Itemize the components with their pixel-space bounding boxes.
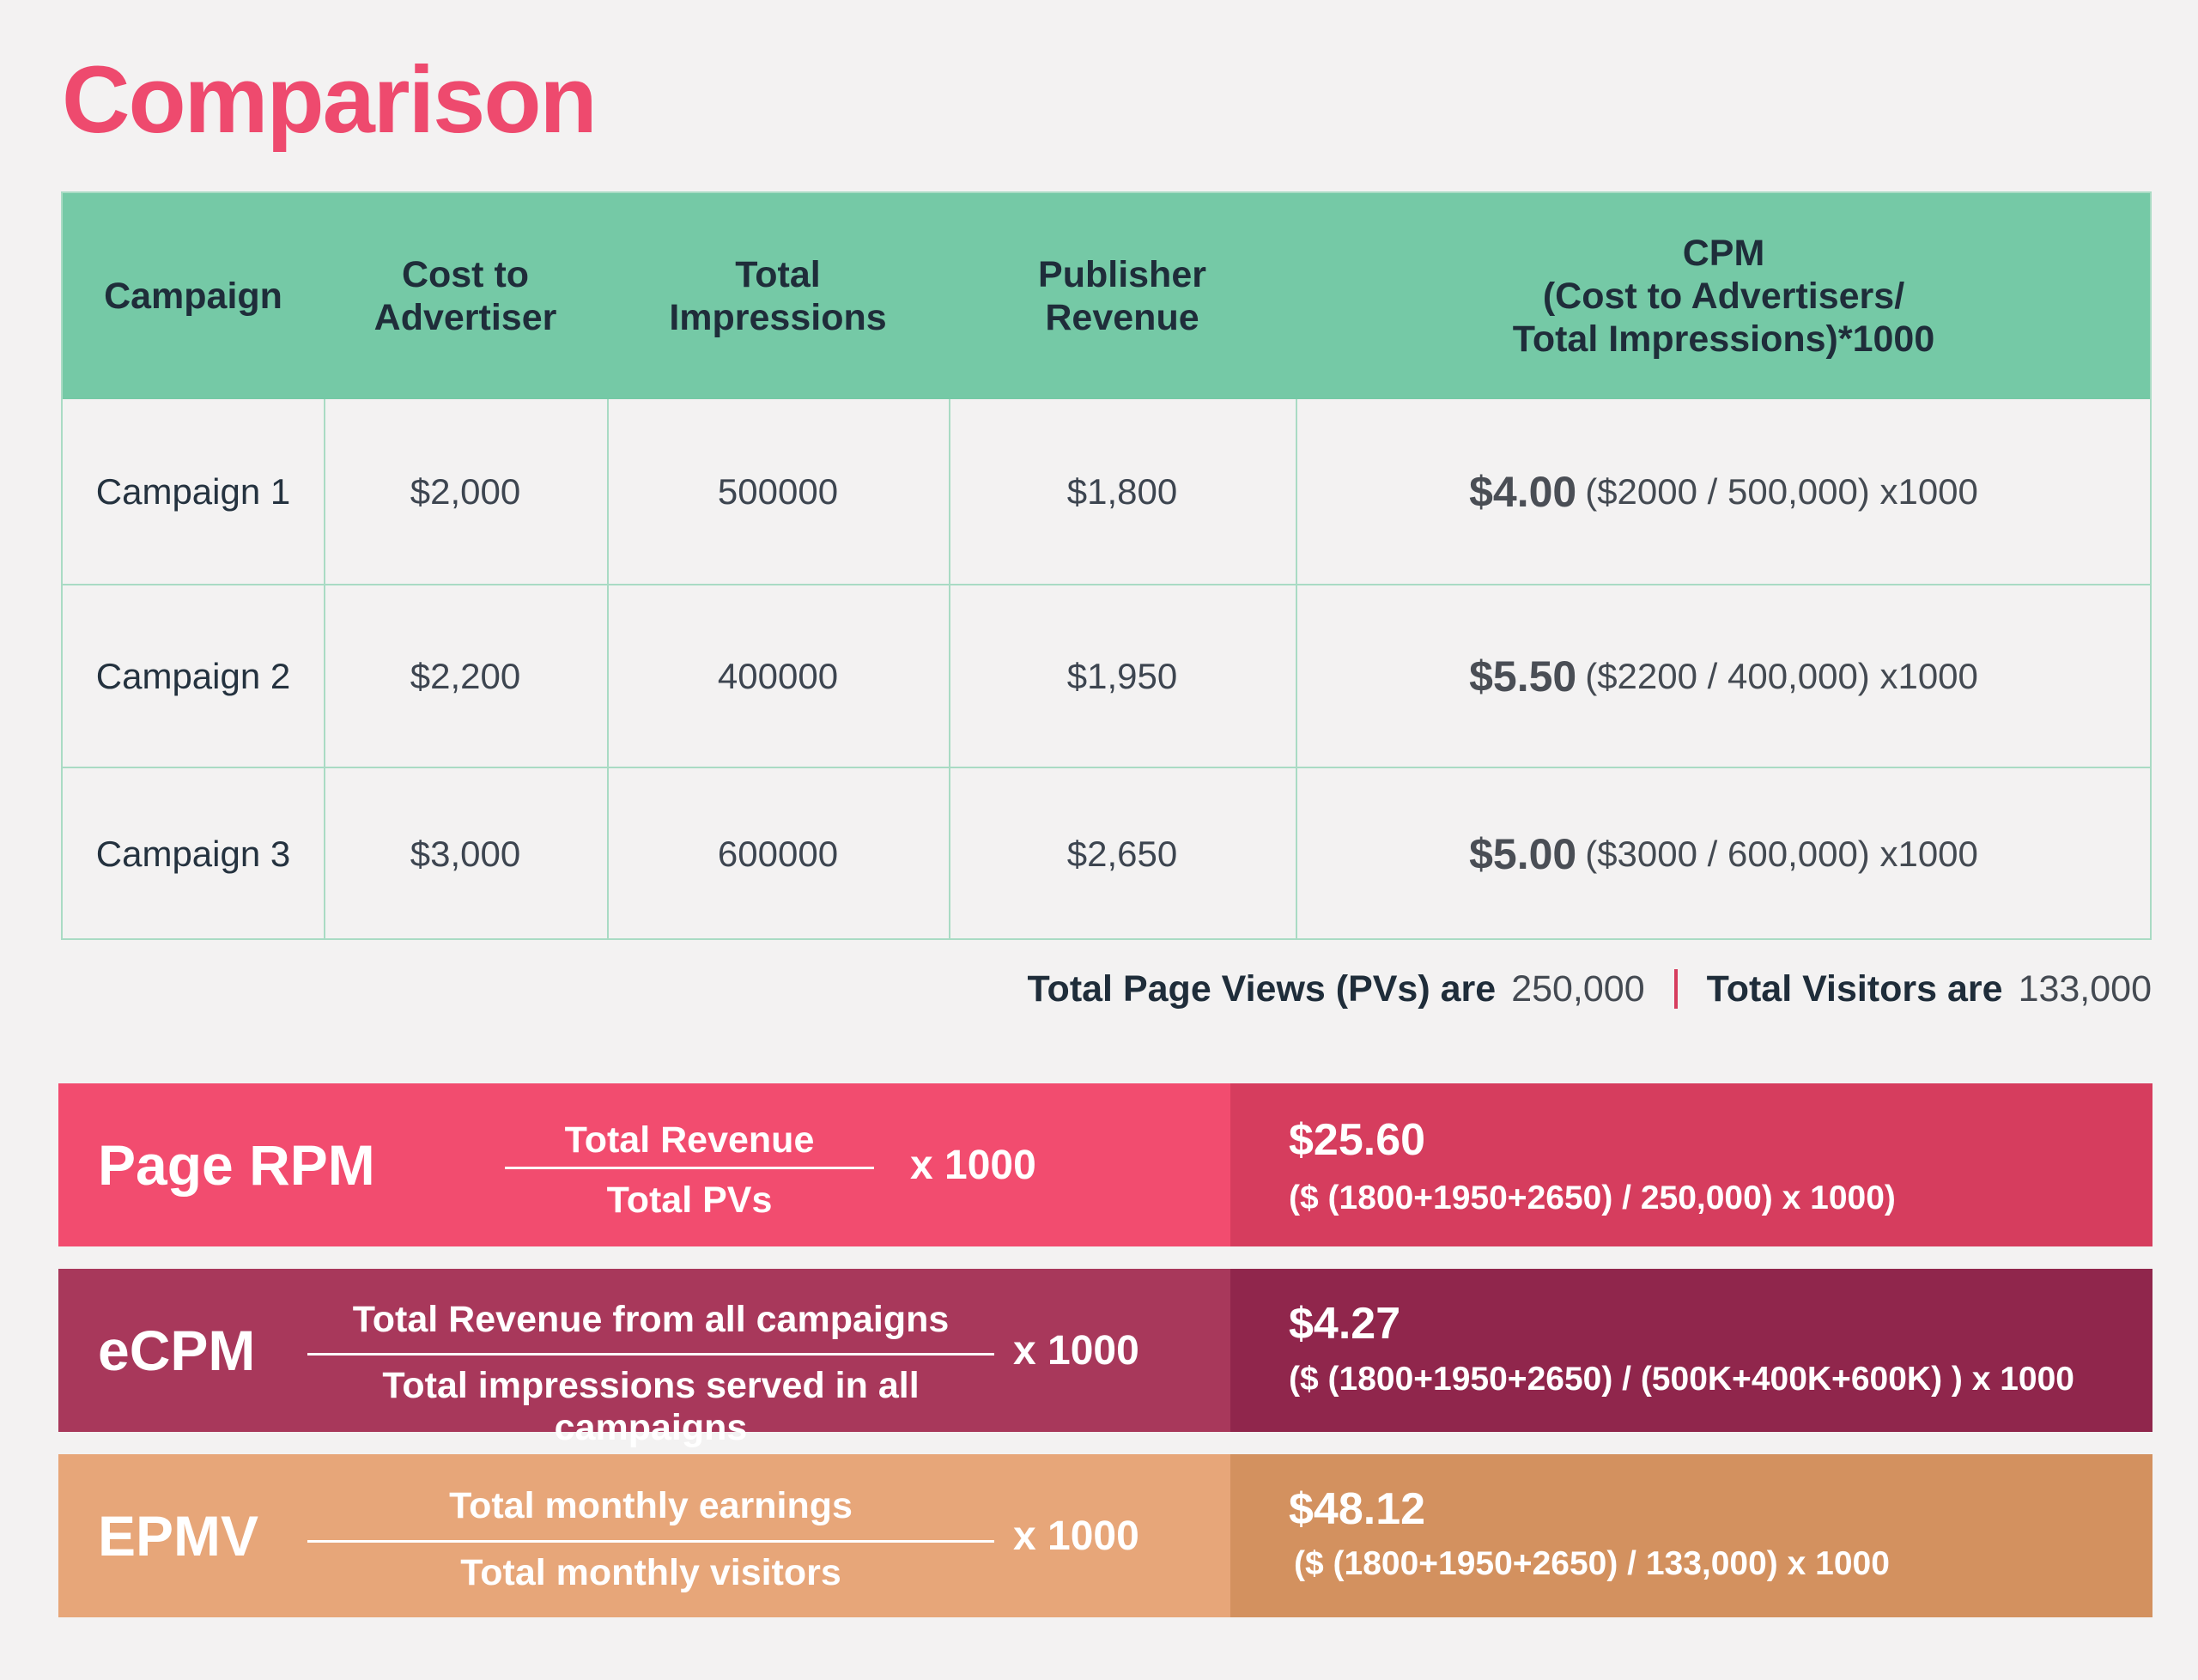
denominator: Total PVs [606, 1180, 773, 1221]
fraction-bar [505, 1167, 874, 1169]
result-value: $25.60 [1289, 1115, 1426, 1165]
visitors-value: 133,000 [2018, 967, 2152, 1010]
metric-name: EPMV [98, 1504, 259, 1568]
denominator: Total impressions served in all campaigns [382, 1365, 920, 1448]
cpm-value: $5.00 [1469, 830, 1577, 878]
cpm-calculation: ($3000 / 600,000) x1000 [1585, 834, 1978, 874]
metric-name: Page RPM [98, 1133, 375, 1197]
table-header [63, 193, 2150, 399]
comparison-table [61, 191, 2152, 940]
impressions-value: 400000 [717, 655, 839, 696]
fraction [307, 1454, 994, 1617]
page-rpm-result [1230, 1083, 2152, 1246]
metric-name: eCPM [98, 1319, 256, 1382]
cpm-value: $4.00 [1469, 467, 1577, 516]
revenue-value: $1,800 [1066, 470, 1178, 512]
numerator: Total Revenue [564, 1119, 815, 1161]
fraction-bar [307, 1540, 994, 1543]
fraction [307, 1269, 994, 1448]
multiplier: x 1000 [1013, 1327, 1139, 1374]
cpm-calculation: ($2200 / 400,000) x1000 [1585, 655, 1978, 696]
revenue-value: $1,950 [1066, 655, 1178, 696]
cpm-calculation: ($2000 / 500,000) x1000 [1585, 470, 1978, 512]
ecpm-formula [58, 1269, 1230, 1448]
numerator: Total monthly earnings [449, 1485, 853, 1526]
epmv-formula [58, 1454, 1230, 1617]
result-value: $48.12 [1289, 1484, 1426, 1534]
numerator: Total Revenue from all campaigns [352, 1299, 950, 1340]
page-title: Comparison [62, 47, 596, 153]
ecpm-result [1230, 1269, 2152, 1432]
page-views-value: 250,000 [1511, 967, 1645, 1010]
cost-value: $3,000 [410, 834, 521, 874]
result-calculation: ($ (1800+1950+2650) / (500K+400K+600K) ) x 1000 [1289, 1361, 2074, 1398]
result-calculation: ($ (1800+1950+2650) / 250,000) x 1000) [1289, 1180, 1896, 1216]
divider [1674, 969, 1678, 1009]
header-campaign: Campaign [104, 276, 282, 317]
totals-line [1027, 961, 2152, 1016]
page-rpm-formula [58, 1083, 1230, 1246]
cpm-cell [1296, 768, 2152, 940]
ecpm-band [58, 1269, 2152, 1448]
result-calculation: ($ (1800+1950+2650) / 133,000) x 1000 [1294, 1545, 1890, 1582]
page-views-label: Total Page Views (PVs) are [1027, 967, 1497, 1010]
cost-value: $2,200 [410, 655, 521, 696]
result-value: $4.27 [1289, 1299, 1401, 1349]
cpm-value: $5.50 [1469, 652, 1577, 701]
denominator: Total monthly visitors [460, 1552, 841, 1593]
cpm-cell [1296, 585, 2152, 767]
fraction-bar [307, 1353, 994, 1356]
cpm-cell [1296, 399, 2152, 584]
page-rpm-band [58, 1083, 2152, 1246]
header-cost: Cost to Advertiser [373, 254, 557, 338]
campaign-name: Campaign 2 [95, 655, 291, 696]
fraction [505, 1083, 874, 1246]
epmv-band [58, 1454, 2152, 1617]
multiplier: x 1000 [910, 1142, 1036, 1188]
header-cpm: CPM (Cost to Advertisers/ Total Impressions)*1000 [1512, 233, 1935, 360]
campaign-name: Campaign 3 [95, 834, 291, 874]
epmv-result [1230, 1454, 2152, 1617]
header-revenue: Publisher Revenue [1038, 254, 1206, 338]
cost-value: $2,000 [410, 470, 521, 512]
revenue-value: $2,650 [1066, 834, 1178, 874]
impressions-value: 600000 [717, 834, 839, 874]
campaign-name: Campaign 1 [95, 470, 291, 512]
impressions-value: 500000 [717, 470, 839, 512]
multiplier: x 1000 [1013, 1513, 1139, 1559]
header-impressions: Total Impressions [669, 254, 887, 338]
visitors-label: Total Visitors are [1706, 967, 2003, 1010]
